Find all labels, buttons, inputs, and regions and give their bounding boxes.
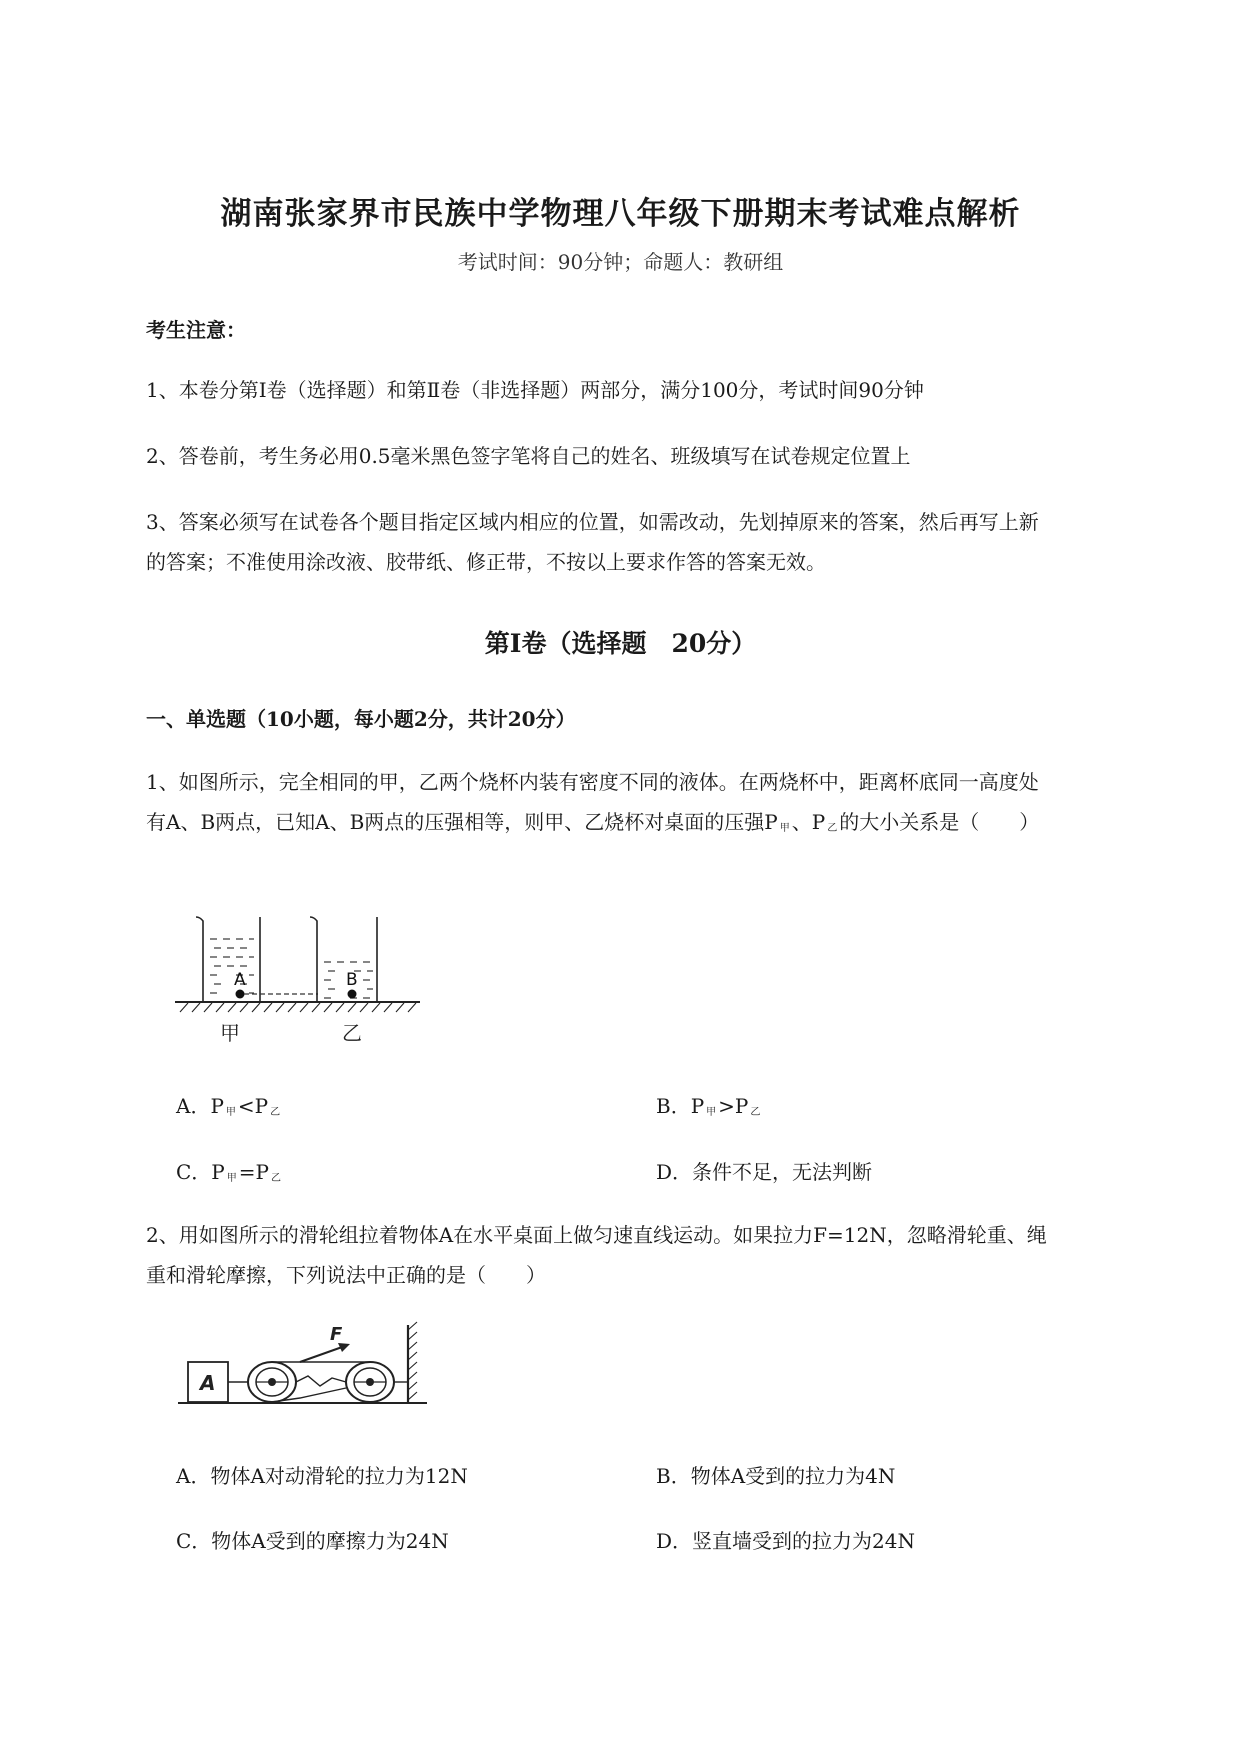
caption-jia: 甲 bbox=[220, 1021, 240, 1045]
notice-item-3: 3、答案必须写在试卷各个题目指定区域内相应的位置，如需改动，先划掉原来的答案，然后再写上新 bbox=[146, 510, 1039, 534]
q2-option-d[interactable]: D．竖直墙受到的拉力为24N bbox=[656, 1529, 915, 1553]
beaker-left bbox=[196, 917, 260, 1002]
table-ground bbox=[175, 1002, 420, 1012]
vertical-wall bbox=[408, 1322, 417, 1403]
force-label: F bbox=[330, 1324, 343, 1345]
q1-stem-line2: 有A、B两点，已知A、B两点的压强相等，则甲、乙烧杯对桌面的压强P $_甲$ 、P $_乙$ 的大小关系是（ ） bbox=[146, 810, 1040, 834]
fixed-pulley bbox=[346, 1362, 394, 1402]
movable-pulley bbox=[248, 1362, 296, 1402]
force-arrow bbox=[300, 1324, 350, 1362]
q2-option-a[interactable]: A．物体A对动滑轮的拉力为12N bbox=[176, 1464, 468, 1488]
notice-heading: 考生注意： bbox=[146, 318, 246, 342]
caption-yi: 乙 bbox=[342, 1021, 362, 1045]
notice-item-3-cont: 的答案；不准使用涂改液、胶带纸、修正带，不按以上要求作答的答案无效。 bbox=[146, 550, 826, 574]
exam-info: 考试时间：90分钟；命题人：教研组 bbox=[457, 250, 784, 274]
block-a-label: A bbox=[200, 1371, 216, 1395]
section-subheading: 一、单选题（10小题，每小题2分，共计20分） bbox=[146, 707, 576, 731]
notice-item-1: 1、本卷分第Ⅰ卷（选择题）和第Ⅱ卷（非选择题）两部分，满分100分，考试时间90分钟 bbox=[146, 378, 924, 402]
q1-option-b[interactable]: B．P $_甲$ >P $_乙$ bbox=[656, 1094, 761, 1118]
q2-option-c[interactable]: C．物体A受到的摩擦力为24N bbox=[176, 1529, 449, 1553]
q1-option-c[interactable]: C．P $_甲$ =P $_乙$ bbox=[176, 1160, 281, 1184]
q1-stem-line1: 1、如图所示，完全相同的甲，乙两个烧杯内装有密度不同的液体。在两烧杯中，距离杯底同一高度处 bbox=[146, 770, 1039, 794]
q2-stem-line1: 2、用如图所示的滑轮组拉着物体A在水平桌面上做匀速直线运动。如果拉力F=12N，忽略滑轮重、绳 bbox=[146, 1223, 1047, 1247]
beaker-right bbox=[310, 917, 377, 1002]
point-b-label: B bbox=[346, 970, 358, 990]
notice-item-2: 2、答卷前，考生务必用0.5毫米黑色签字笔将自己的姓名、班级填写在试卷规定位置上 bbox=[146, 444, 911, 468]
section-title: 第Ⅰ卷（选择题 20分） bbox=[484, 629, 757, 658]
q1-beakers-figure bbox=[170, 895, 430, 1055]
q2-stem-line2: 重和滑轮摩擦，下列说法中正确的是（ ） bbox=[146, 1263, 546, 1287]
q2-pulley-figure bbox=[170, 1320, 440, 1420]
page-title: 湖南张家界市民族中学物理八年级下册期末考试难点解析 bbox=[220, 196, 1021, 232]
q1-option-a[interactable]: A．P $_甲$ <P $_乙$ bbox=[176, 1094, 281, 1118]
q1-option-d[interactable]: D．条件不足，无法判断 bbox=[656, 1160, 873, 1184]
q2-option-b[interactable]: B．物体A受到的拉力为4N bbox=[656, 1464, 896, 1488]
point-a-label: A bbox=[234, 970, 246, 990]
